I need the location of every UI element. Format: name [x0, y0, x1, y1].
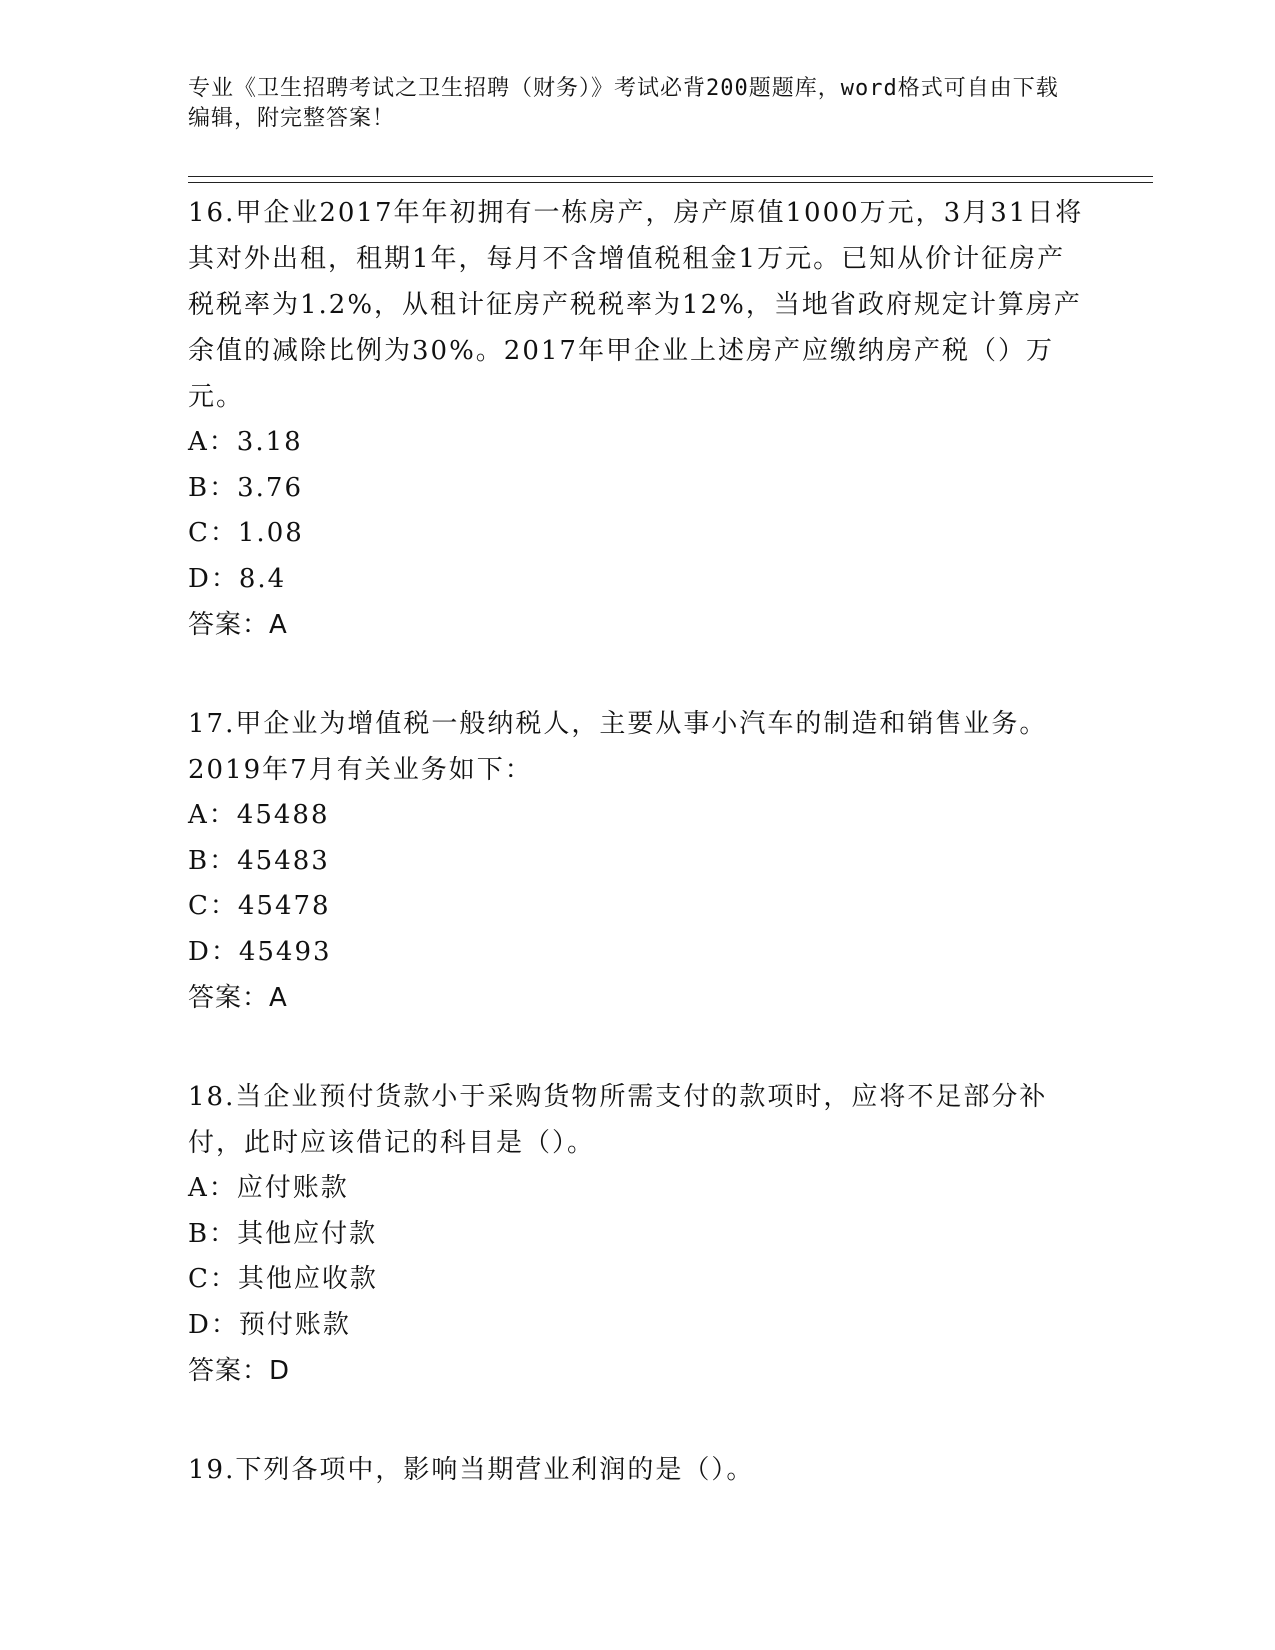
question-stem: 16.甲企业2017年年初拥有一栋房产，房产原值1000万元，3月31日将其对外出租，租期1年，每月不含增值税租金1万元。已知从价计征房产税税率为1.2%，从租计征房产税税率为12%，当地省政府规定计算房产余值的减除比例为30%。2017年甲企业上述房产应缴纳房产税（）万元。: [188, 198, 1084, 412]
answer-line: 答案：A: [188, 983, 288, 1013]
answer-line: 答案：A: [188, 610, 288, 640]
option-b: B：其他应付款: [188, 1218, 378, 1249]
question-19: [188, 1447, 1088, 1493]
question-list: [188, 190, 1088, 1546]
question-stem: 17.甲企业为增值税一般纳税人，主要从事小汽车的制造和销售业务。2019年7月有关业务如下：: [188, 709, 1048, 785]
option-d: D：45493: [188, 936, 332, 967]
option-a: A：3.18: [188, 427, 303, 457]
option-d: D：8.4: [188, 563, 287, 594]
document-header: 专业《卫生招聘考试之卫生招聘（财务）》考试必背200题题库，word格式可自由下载编辑，附完整答案！: [188, 76, 1059, 131]
option-a: A：45488: [188, 800, 330, 830]
question-18: [188, 1074, 1088, 1394]
question-16: [188, 190, 1088, 648]
answer-line: 答案：D: [188, 1356, 291, 1386]
option-c: C：其他应收款: [188, 1264, 378, 1294]
option-c: C：1.08: [188, 518, 304, 548]
option-b: B：45483: [188, 845, 330, 876]
question-stem: 18.当企业预付货款小于采购货物所需支付的款项时，应将不足部分补付，此时应该借记的科目是（）。: [188, 1082, 1048, 1158]
option-d: D：预付账款: [188, 1309, 351, 1340]
option-c: C：45478: [188, 891, 331, 921]
option-b: B：3.76: [188, 472, 303, 503]
question-stem: 19.下列各项中，影响当期营业利润的是（）。: [188, 1455, 755, 1485]
option-a: A：应付账款: [188, 1173, 349, 1203]
header-divider-bottom: [188, 182, 1153, 183]
header-divider-top: [188, 176, 1153, 177]
question-17: [188, 701, 1088, 1021]
